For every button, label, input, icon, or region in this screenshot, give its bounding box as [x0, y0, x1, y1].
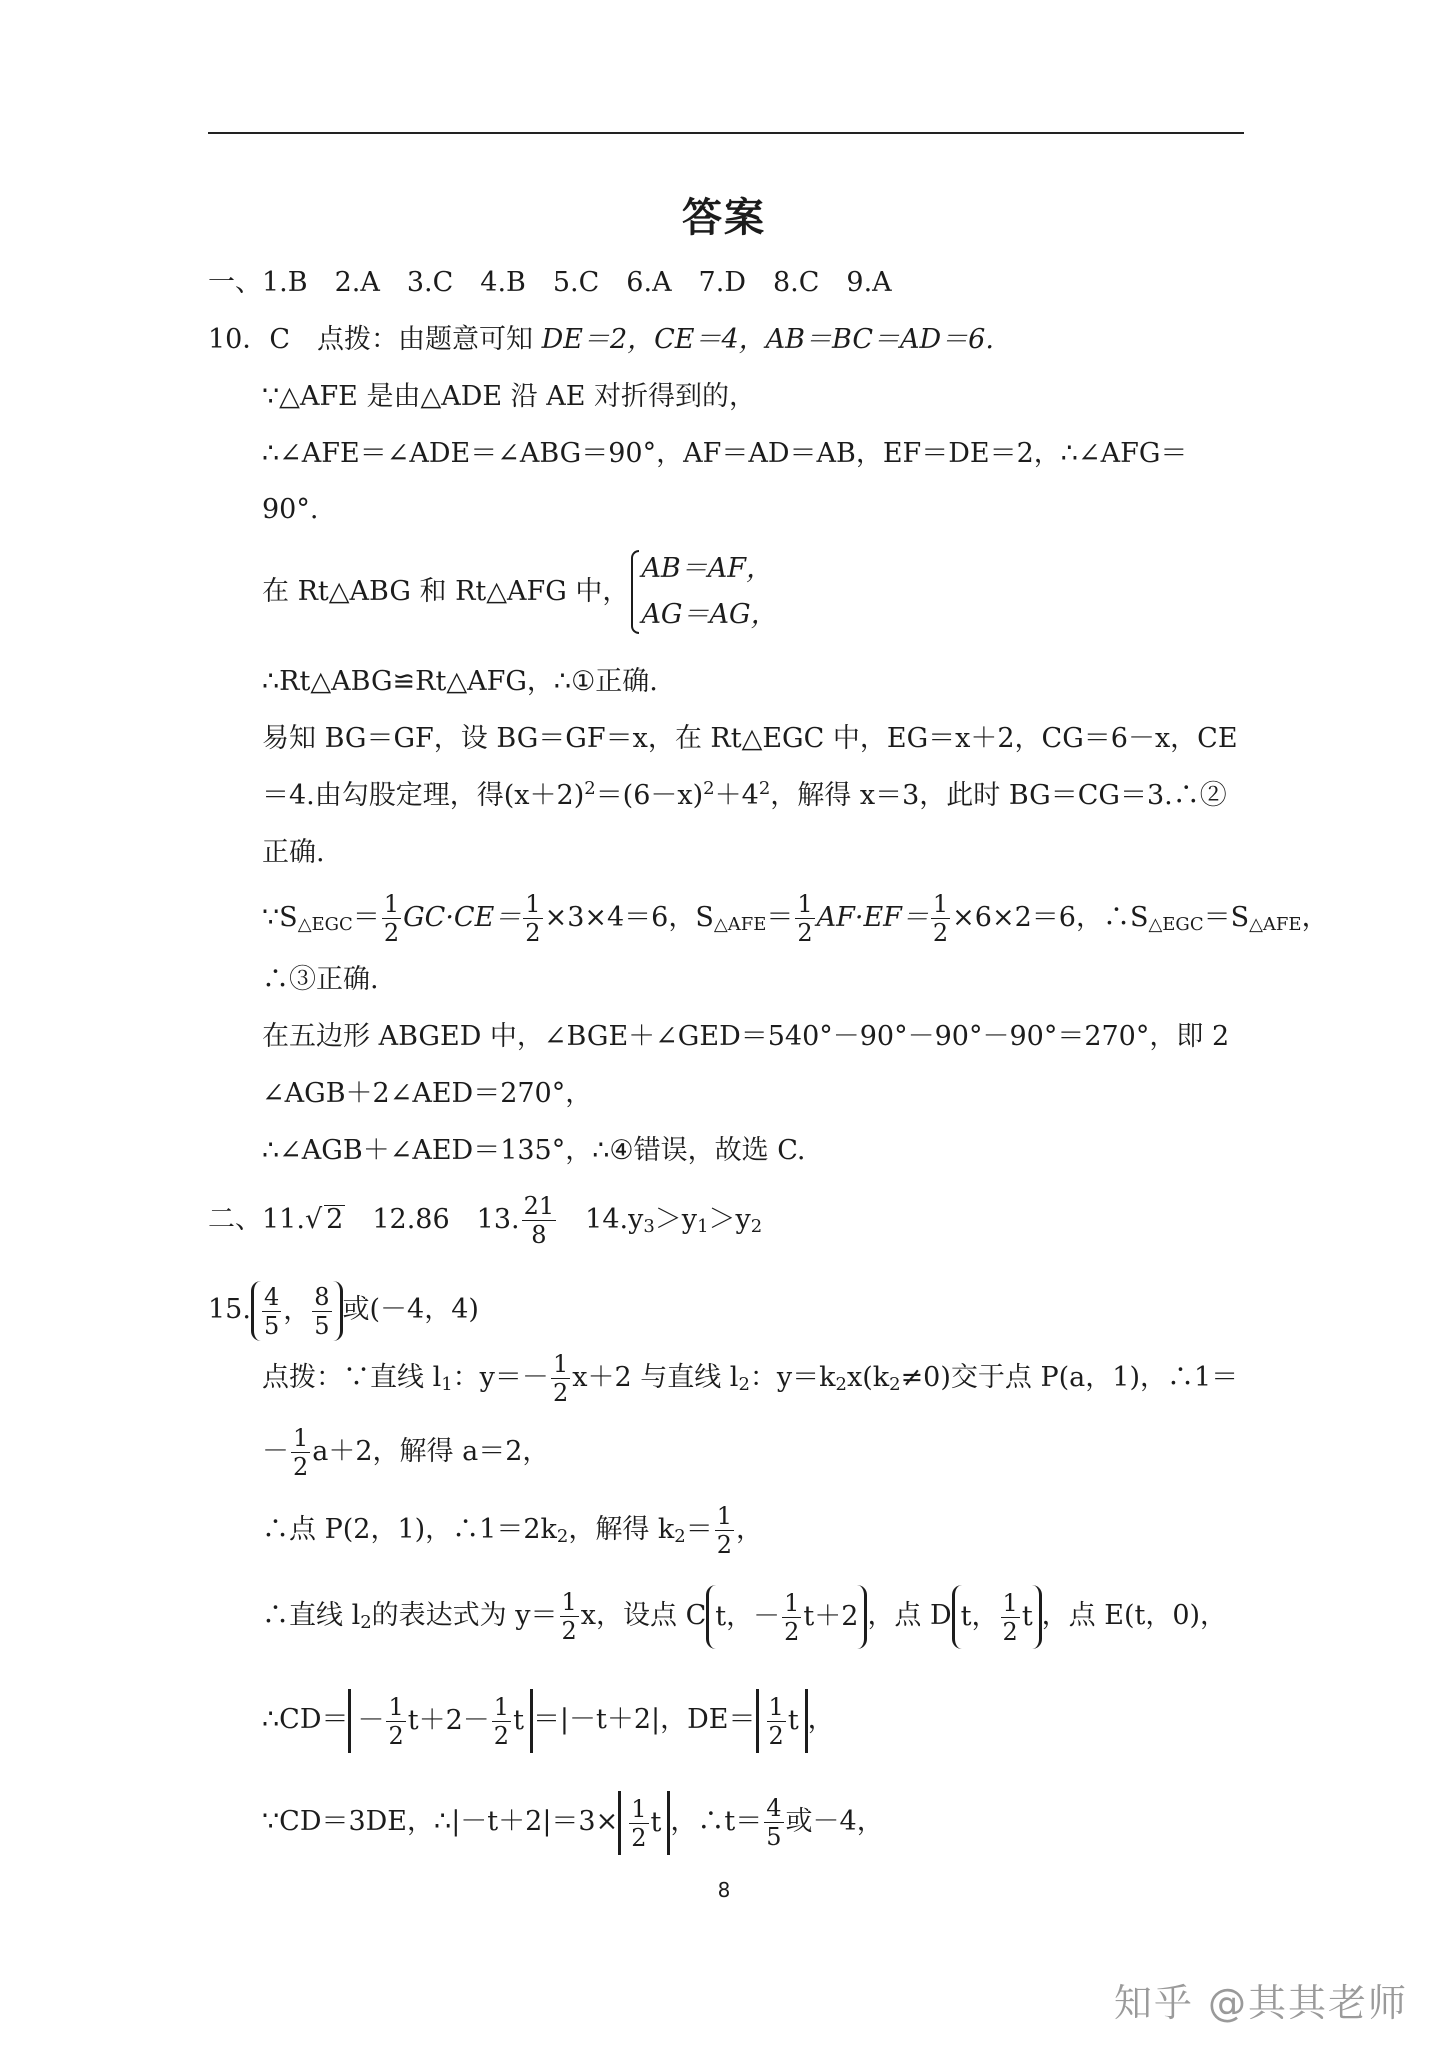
abs-cd: － $\frac{1}{2}$ t＋2－ $\frac{1}{2}$ t: [348, 1689, 532, 1753]
fraction-half: $\frac{1}{2}$: [525, 890, 541, 947]
q15-line4: ∴直线 $l_2$的表达式为 y＝ $\frac{1}{2}$ x，设点 C t，－ $\frac{1}{2}$ t＋2 ，点 D t， $\frac{1}{2}$ t ，点 E(t，0)，: [262, 1584, 1227, 1649]
q15-line3: ∴点 P(2，1)，$\therefore 1=2k_2$，解得 $k_2=$ $\frac{1}{2}$ ，: [262, 1502, 764, 1559]
q15-line2: － $\frac{1}{2}$ a＋2，解得 a＝2，: [262, 1424, 550, 1481]
q10-line8: ＝4.由勾股定理，得$(x+2)^2=(6-x)^2+4^2$，解得 x＝3，此时 BG＝CG＝3.∴②: [262, 778, 1227, 811]
part1-answers: 一、1.B 2.A 3.C 4.B 5.C 6.A 7.D 8.C 9.A: [208, 267, 892, 298]
q10-line6: ∴Rt△ABG≌Rt△AFG，∴①正确.: [262, 666, 658, 697]
q10-line13: ∠AGB＋2∠AED＝270°，: [262, 1078, 593, 1109]
fraction-half: $\frac{1}{2}$: [383, 890, 400, 947]
fraction-half: $\frac{1}{2}$: [932, 890, 949, 947]
q10-line5: 在 Rt△ABG 和 Rt△AFG 中， AB＝AF， AG＝AG，: [262, 546, 778, 638]
q10-area-line: $\because S_{\triangle EGC}=$ $\frac{1}{2}$ GC·CE＝ $\frac{1}{2}$ ×3×4＝6，$S_{\triangle AFE}=$ $\frac{1}{2}$ AF·EF＝ $\frac{1}{2}$ ×6×2＝6，$\therefore S_{\triangle EGC}=S_{\triangle AFE}$，: [262, 890, 1329, 947]
q10-line4: 90°.: [262, 494, 319, 525]
page-title: 答案: [682, 195, 766, 241]
equation-system: AB＝AF， AG＝AG，: [631, 546, 777, 638]
q10-line7: 易知 BG＝GF，设 BG＝GF＝x，在 Rt△EGC 中，EG＝x＋2，CG＝6－x，CE: [262, 723, 1238, 754]
point-d-bracket: t， $\frac{1}{2}$ t: [952, 1585, 1042, 1649]
watermark: 知乎 @其其老师: [1113, 1981, 1408, 2025]
q10-line2: ∵△AFE 是由△ADE 沿 AE 对折得到的，: [262, 381, 757, 412]
point-c-bracket: t，－ $\frac{1}{2}$ t＋2: [706, 1585, 867, 1649]
q10-line12: 在五边形 ABGED 中，∠BGE＋∠GED＝540°－90°－90°－90°＝270°，即 2: [262, 1021, 1230, 1052]
q15-line6: ∵CD＝3DE，∴|－t＋2|＝3× $\frac{1}{2}$ t ，∴t＝ $\frac{4}{5}$ 或－4，: [262, 1790, 884, 1855]
page-number: 8: [717, 1878, 731, 1902]
q15-answer: 15. $\frac{4}{5}$ ， $\frac{8}{5}$ 或(－4，4): [208, 1282, 479, 1340]
header-rule: [208, 132, 1244, 134]
point-bracket: $\frac{4}{5}$ ， $\frac{8}{5}$: [251, 1281, 343, 1341]
fraction-half: $\frac{1}{2}$: [797, 890, 813, 947]
q10-line14: ∴∠AGB＋∠AED＝135°，∴④错误，故选 C.: [262, 1135, 806, 1166]
part2-answers: 二、11.√ 2 12.86 13. $\frac{21}{8}$ $14.y_3>y_1>y_2$: [208, 1192, 763, 1249]
abs-half-t: $\frac{1}{2}$ t: [618, 1791, 670, 1855]
abs-de: $\frac{1}{2}$ t: [756, 1689, 808, 1753]
q10-line9: 正确.: [262, 837, 325, 868]
q15-line1: 点拨：∵直线 $l_1$：y＝－ $\frac{1}{2}$ x＋2 与直线 $l_2$：$y=k_2x(k_2\ne 0)$交于点 P(a，1)，∴1＝: [262, 1350, 1239, 1407]
q10-line3: ∴∠AFE＝∠ADE＝∠ABG＝90°，AF＝AD＝AB，EF＝DE＝2，∴∠AFG＝: [262, 438, 1188, 469]
q10-line1: 10．C 点拨：由题意可知 DE＝2，CE＝4，AB＝BC＝AD＝6.: [208, 324, 994, 355]
q15-line5: ∴CD＝ － $\frac{1}{2}$ t＋2－ $\frac{1}{2}$ t ＝|－t＋2|，DE＝ $\frac{1}{2}$ t ，: [262, 1688, 835, 1753]
q10-line11: ∴③正确.: [262, 964, 379, 995]
fraction-13: $\frac{21}{8}$: [523, 1192, 555, 1249]
